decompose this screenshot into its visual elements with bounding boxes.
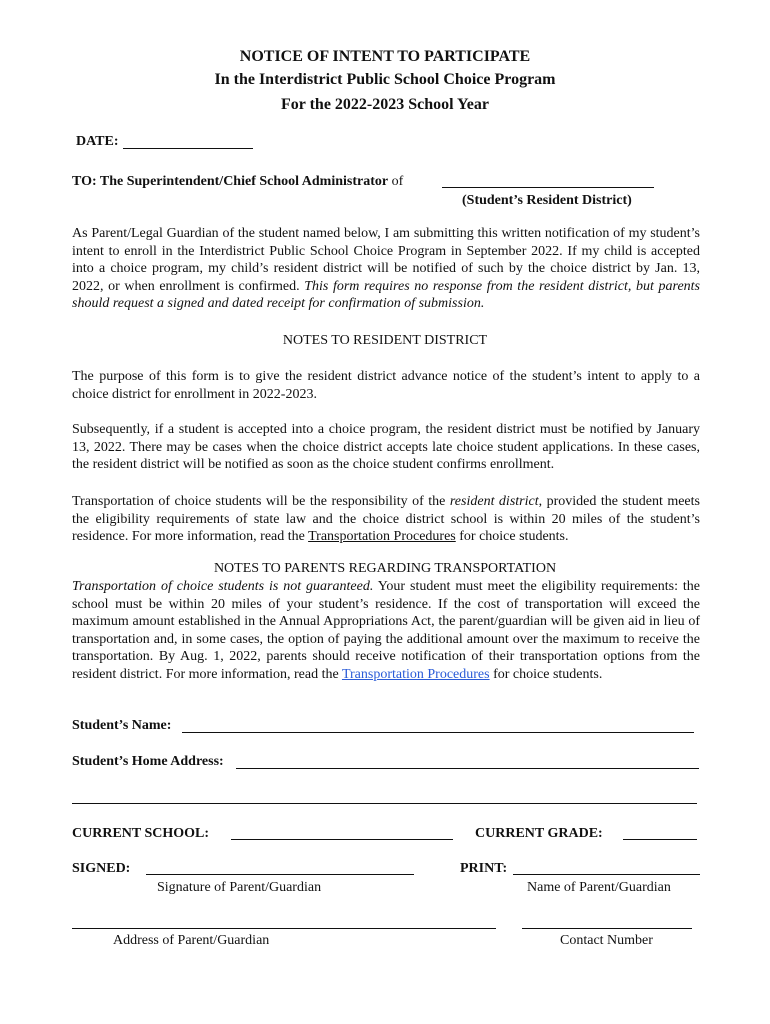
current-grade-label: CURRENT GRADE: [475, 826, 603, 841]
parent-address-field[interactable] [72, 928, 496, 929]
notes-district-heading: NOTES TO RESIDENT DISTRICT [282, 333, 488, 348]
intro-italic-text: This form requires no response from the resident district, but parents should request a signed and dated receipt for confirmation of submission. [72, 278, 700, 311]
notes-parents-paragraph [72, 578, 700, 683]
print-caption: Name of Parent/Guardian [527, 880, 671, 895]
signed-label: SIGNED: [72, 861, 131, 876]
resident-district-caption: (Student’s Resident District) [462, 193, 632, 208]
notes-district-p2: Subsequently, if a student is accepted into a choice program, the resident district must be notified by January 13, 2022. There may be cases when the choice district accepts late choice student applications. In these cases, the resident district will be notified as soon as the choice student confirms enrollment. [72, 422, 700, 472]
to-of: of [388, 174, 404, 189]
p3-text-a: Transportation of choice students will be the responsibility of the [72, 494, 450, 509]
signature-field[interactable] [146, 874, 414, 875]
transportation-procedures-link[interactable]: Transportation Procedures [341, 666, 490, 682]
address-caption: Address of Parent/Guardian [113, 933, 270, 948]
home-address-field-line2[interactable] [72, 803, 697, 804]
transportation-procedures-text: Transportation Procedures [308, 529, 456, 544]
to-prefix: TO [72, 174, 92, 189]
p3-italic: resident district [449, 494, 539, 509]
current-school-label: CURRENT SCHOOL: [72, 826, 210, 841]
student-name-label: Student’s Name: [72, 718, 172, 733]
date-field[interactable] [123, 148, 253, 149]
intro-paragraph [72, 225, 700, 313]
contact-caption: Contact Number [560, 933, 653, 948]
notes-district-p3 [72, 493, 700, 546]
parents-tail: for choice students. [489, 666, 603, 682]
intro-text: As Parent/Legal Guardian of the student named below, I am submitting this written notification of my student’s intent to enroll in the Interdistrict Public School Choice Program in September 2022. If my child is accepted into a choice program, my child’s resident district will be notified of such by the choice district by Jan. 13, 2022, or when enrollment is confirmed. [72, 226, 700, 294]
form-title: NOTICE OF INTENT TO PARTICIPATE [239, 48, 531, 65]
contact-number-field[interactable] [522, 928, 692, 929]
home-address-field[interactable] [236, 768, 699, 769]
current-school-field[interactable] [231, 839, 453, 840]
notes-parents-heading: NOTES TO PARENTS REGARDING TRANSPORTATION [213, 561, 557, 576]
p3-text-c: for choice students. [455, 529, 569, 544]
date-label-text: DATE: [76, 134, 119, 149]
to-label: : The Superintendent/Chief School Administrator [91, 174, 389, 189]
p3-text-b: , provided the student meets the eligibility requirements of state law and the choice district school is within 20 miles of the student’s residence. For more information, read the [72, 494, 700, 544]
form-subtitle: In the Interdistrict Public School Choice Program [214, 71, 556, 88]
parents-italic: Transportation of choice students is not guaranteed. [72, 579, 374, 594]
print-label: PRINT: [460, 861, 508, 876]
home-address-label: Student’s Home Address: [72, 754, 224, 769]
student-name-field[interactable] [182, 732, 694, 733]
current-grade-field[interactable] [623, 839, 697, 840]
school-year-title: For the 2022-2023 School Year [281, 96, 489, 113]
resident-district-field[interactable] [442, 187, 654, 188]
notes-district-p1: The purpose of this form is to give the resident district advance notice of the student’s intent to apply to a choice district for enrollment in 2022-2023. [72, 369, 700, 402]
date-label [76, 133, 119, 151]
signature-caption: Signature of Parent/Guardian [157, 880, 322, 895]
parents-text: Your student must meet the eligibility requirements: the school must be within 20 miles of your student’s residence. If the cost of transportation will exceed the maximum amount established in the Annual Appropriations Act, the parent/guardian will be given aid in lieu of transportation and, in some cases, the option of paying the additional amount over the maximum to receive the transportation. By Aug. 1, 2022, parents should receive notification of their transportation options from the resident district. For more information, read the [72, 579, 700, 682]
to-line [72, 173, 403, 191]
print-name-field[interactable] [513, 874, 700, 875]
